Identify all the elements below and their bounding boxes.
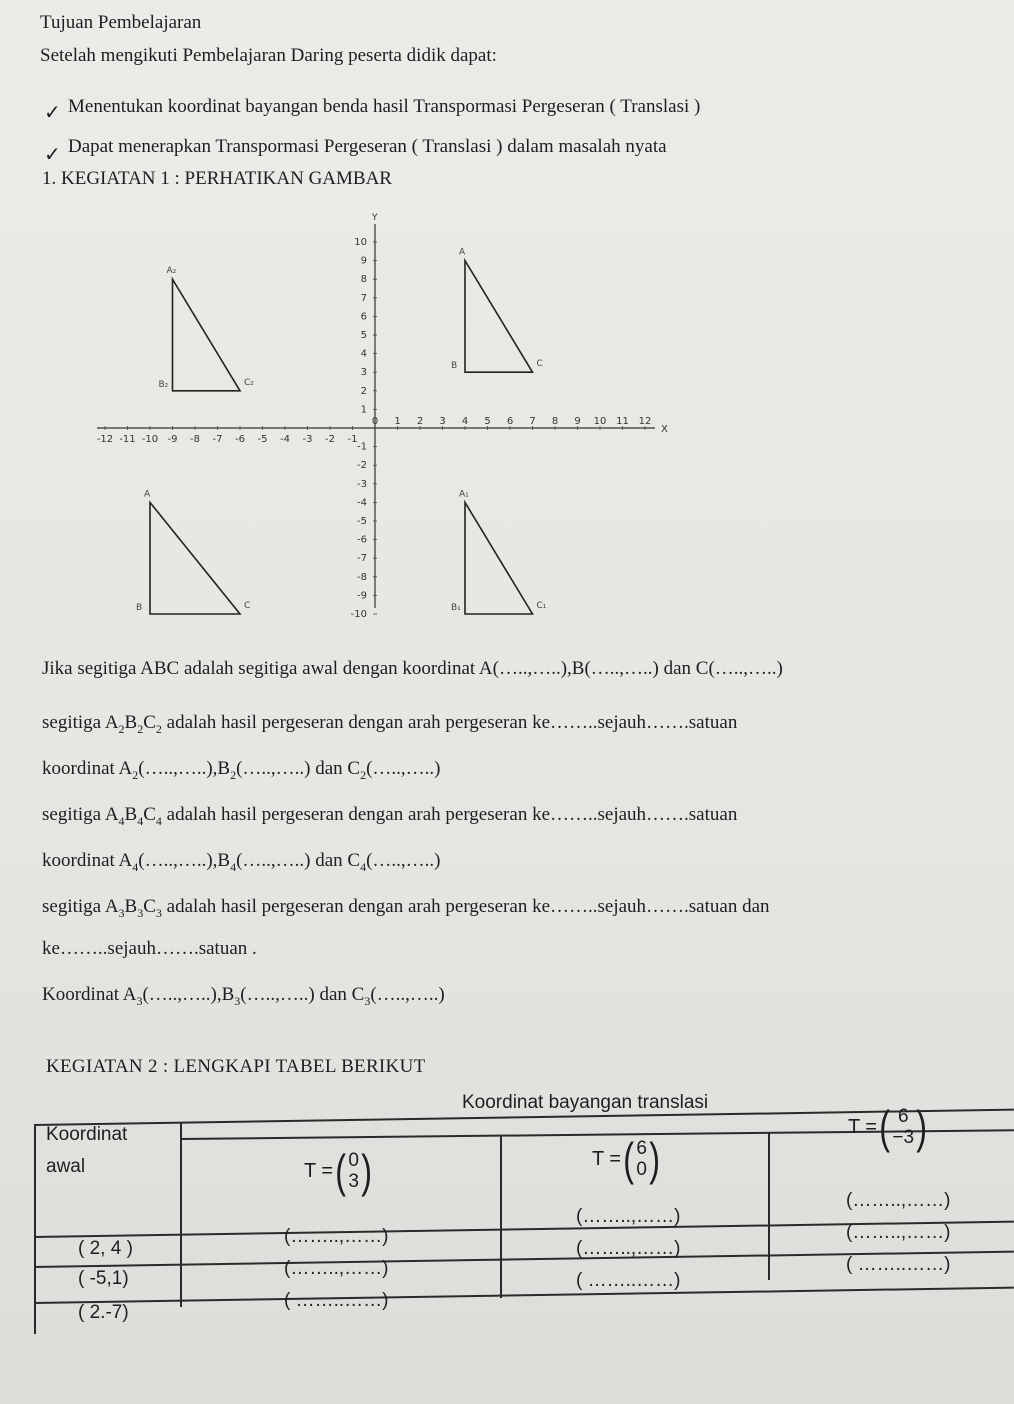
vertex-label: A₂ [166,266,177,277]
vector-t2: T = ( 6 0 ) [592,1133,661,1185]
x-tick-label: 1 [394,416,401,427]
activity1-line-6: segitiga $A_3B_3C_3$ adalah hasil pergeseran dengan arah pergeseran ke……..sejauh…….satuan dan [42,896,770,920]
vertex-label: B₂ [158,379,169,390]
first-col-header-1: Koordinat [46,1124,128,1145]
check-icon: ✓ [44,100,61,124]
x-tick-label: 9 [574,416,581,427]
answer-blank[interactable]: ( ……..……) [576,1270,681,1291]
answer-blank[interactable]: (……..,……) [846,1190,951,1211]
answer-blank[interactable]: ( ……..……) [846,1254,951,1275]
vector-t1: T = ( 0 3 ) [304,1145,373,1197]
x-tick-label: 8 [551,416,559,427]
triangle-0 [465,261,533,373]
x-tick-label: 11 [616,416,629,427]
table-col-divider [180,1122,182,1307]
triangle-a2b2c2: $A_2B_2C_2$ [104,712,162,736]
activity1-line-8: Koordinat $A_3(\dots..,\dots..),B_3(\dots..,\dots..)$ dan $C_3(\dots..,\dots..)$ [42,984,445,1008]
activity2-title: KEGIATAN 2 : LENGKAPI TABEL BERIKUT [46,1056,426,1077]
y-tick-label: -9 [357,590,367,602]
y-tick-label: 4 [360,348,367,360]
activity1-line-4: segitiga $A_4B_4C_4$ adalah hasil pergeseran dengan arah pergeseran ke……..sejauh…….satuan [42,804,738,828]
coordinate-plane [96,200,700,640]
answer-blank[interactable]: (……..,……) [846,1222,951,1243]
y-tick-label: -5 [357,516,367,527]
x-tick-label: -6 [235,434,245,445]
activity1-line-7: ke……..sejauh…….satuan . [42,938,257,959]
check-icon: ✓ [44,142,61,166]
x-tick-label: -11 [119,434,136,445]
y-tick-label: 3 [360,367,367,379]
x-tick-label: 12 [638,416,652,427]
activity1-title: 1. KEGIATAN 1 : PERHATIKAN GAMBAR [42,168,392,189]
answer-blank[interactable]: (……..,……) [576,1206,681,1227]
y-tick-label: 5 [360,330,367,341]
x-tick-label: -8 [190,434,200,445]
x-tick-label: 10 [593,416,607,427]
y-tick-label: -2 [357,460,367,472]
table-row-coord: ( 2, 4 ) [78,1238,133,1259]
x-tick-label: -1 [347,434,358,445]
x-tick-label: 4 [461,416,469,427]
answer-blank[interactable]: (……..,……) [576,1238,681,1259]
y-tick-label: -1 [357,441,367,453]
y-tick-label: 2 [360,385,367,397]
vertex-label: B₁ [451,603,461,613]
x-tick-label: 3 [439,416,446,427]
y-tick-label: -6 [357,534,367,546]
triangle-3 [150,502,240,614]
y-tick-label: -8 [357,571,367,583]
vertex-label: A [144,489,151,500]
y-tick-label: -7 [357,553,367,565]
table-row-coord: ( -5,1) [78,1268,129,1289]
y-tick-label: 10 [354,237,367,248]
goal-1: Menentukan koordinat bayangan benda hasil Transpormasi Pergeseran ( Translasi ) [68,96,701,117]
translation-header: Koordinat bayangan translasi [462,1092,709,1113]
table-col-divider [768,1132,770,1280]
x-tick-label: -9 [167,434,178,445]
x-tick-label: -10 [141,434,159,445]
activity1-line-5: koordinat $A_4(\dots..,\dots..),B_4(\dots..,\dots..)$ dan $C_4(\dots..,\dots..)$ [42,850,441,874]
x-tick-label: -4 [280,434,290,445]
answer-blank[interactable]: (……..,……) [284,1226,389,1247]
triangle-2 [173,279,241,391]
y-tick-label: 8 [360,274,367,286]
vertex-label: C₂ [244,377,254,388]
vertex-label: B [136,603,143,613]
answer-blank[interactable]: ( ……..……) [284,1290,389,1311]
x-tick-label: -3 [302,434,313,445]
vertex-label: A [459,247,466,258]
y-tick-label: 9 [360,255,367,267]
activity1-line-1: Jika segitiga ABC adalah segitiga awal dengan koordinat A(…..,…..),B(…..,…..) dan C(…..,…..) [42,658,783,679]
table-row-coord: ( 2.-7) [78,1302,129,1323]
x-tick-label: -5 [257,434,268,445]
vertex-label: C [244,601,251,611]
x-tick-label: 7 [529,416,536,427]
y-tick-label: 7 [360,292,367,304]
intro-text: Setelah mengikuti Pembelajaran Daring peserta didik dapat: [40,45,497,66]
x-tick-label: 0 [371,416,379,427]
table-col-divider [500,1136,502,1298]
vertex-label: A₁ [459,489,469,500]
vertex-label: C₁ [536,601,547,611]
y-tick-label: -10 [350,609,367,620]
x-tick-label: -2 [325,434,335,445]
answer-blank[interactable]: (……..,……) [284,1258,389,1279]
y-tick-label: 6 [360,311,367,323]
y-tick-label: 1 [360,404,367,416]
x-tick-label: -7 [212,434,223,445]
activity1-line-3: koordinat $A_2(\dots..,\dots..),B_2(\dots..,\dots..)$ dan $C_2(\dots..,\dots..)$ [42,758,441,782]
x-tick-label: -12 [96,434,114,445]
x-tick-label: 6 [506,416,514,427]
x-tick-label: 5 [484,416,491,427]
goal-2: Dapat menerapkan Transpormasi Pergeseran ( Translasi ) dalam masalah nyata [68,136,667,157]
vector-t3: T = ( 6 −3 ) [848,1101,928,1153]
x-tick-label: 2 [416,416,424,427]
vertex-label: C [536,359,543,370]
x-axis-label: X [661,424,668,435]
y-tick-label: -3 [357,478,367,490]
first-col-header-2: awal [46,1156,86,1177]
triangle-1 [465,502,533,614]
y-tick-label: -4 [357,497,367,509]
y-axis-label: Y [372,213,378,223]
vertex-label: B [451,361,458,372]
activity1-line-2: segitiga $A_2B_2C_2$ adalah hasil pergeseran dengan arah pergeseran ke……..sejauh…….satuan [42,712,738,736]
page-title: Tujuan Pembelajaran [40,12,202,33]
